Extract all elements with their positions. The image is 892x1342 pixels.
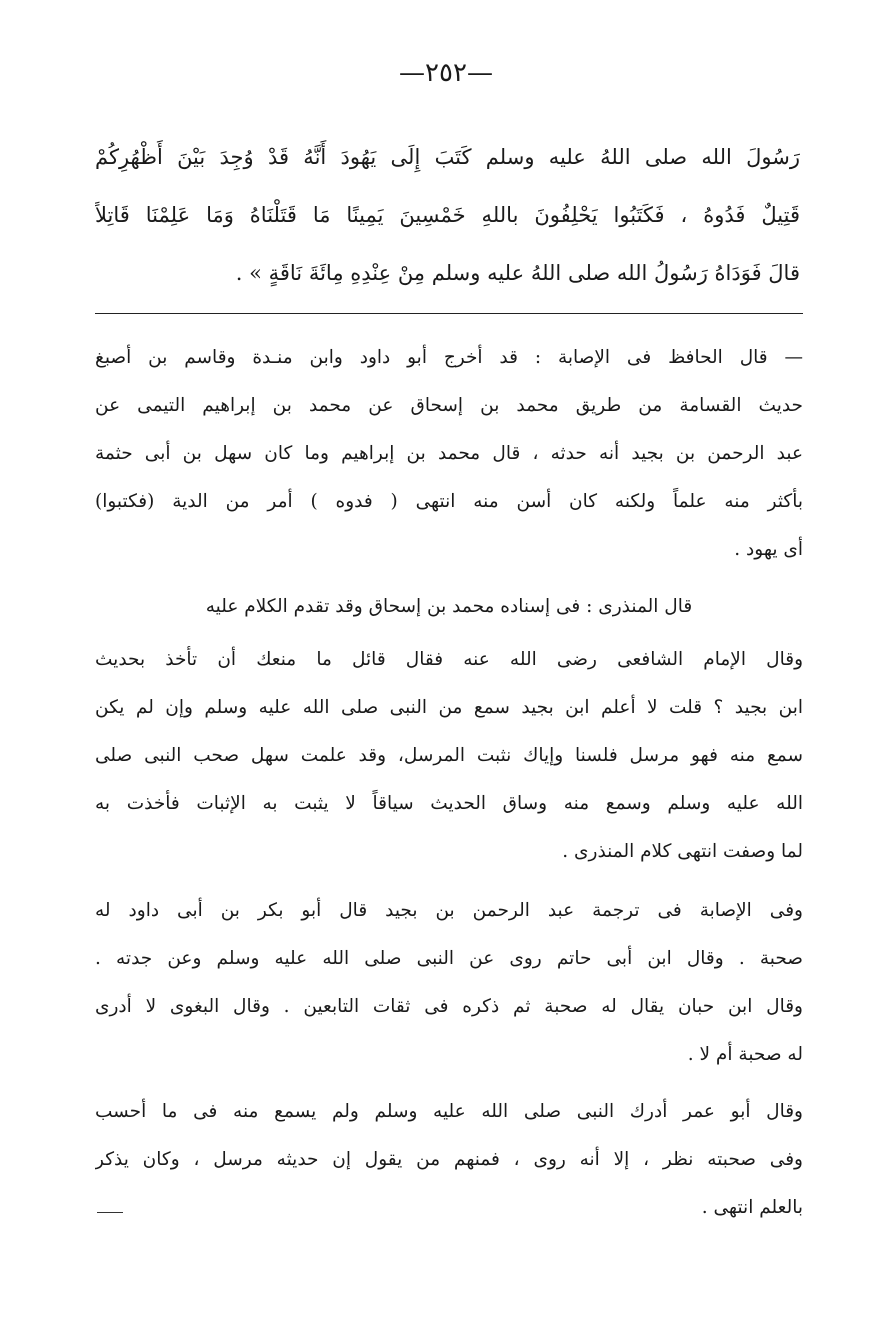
commentary-paragraph-abu-umar	[95, 1088, 803, 1232]
commentary-paragraph-isaba	[95, 334, 803, 574]
commentary-paragraph-mundhiri	[95, 583, 803, 631]
commentary-line: وقال الإمام الشافعى رضى الله عنه فقال قائل ما منعك أن تأخذ بحديث	[95, 649, 803, 670]
commentary-line: — قال الحافظ فى الإصابة : قد أخرج أبو داود وابن منـدة وقاسم بن أصبغ	[95, 347, 803, 368]
commentary-line: قال المنذرى : فى إسناده محمد بن إسحاق وقد تقدم الكلام عليه	[205, 596, 693, 617]
commentary-paragraph-biography	[95, 887, 803, 1079]
end-dash-mark	[97, 1212, 123, 1213]
commentary-line: سمع منه فهو مرسل فلسنا وإياك نثبت المرسل، وقد علمت سهل صحب النبى صلى	[95, 745, 803, 766]
commentary-line: بأكثر منه علماً ولكنه كان أسن منه انتهى ( فدوه ) أمر من الدية (فكتبوا)	[95, 491, 803, 512]
commentary-line: أى يهود .	[734, 539, 803, 560]
page-number: —٢٥٢—	[399, 58, 493, 88]
commentary-line: ابن بجيد ؟ قلت لا أعلم ابن بجيد سمع من النبى صلى الله عليه وسلم وإن لم يكن	[95, 697, 803, 718]
commentary-line: وقال أبو عمر أدرك النبى صلى الله عليه وسلم ولم يسمع منه فى ما أحسب	[95, 1101, 803, 1122]
commentary-line: عبد الرحمن بن بجيد أنه حدثه ، قال محمد بن إبراهيم وما كان سهل بن أبى حثمة	[95, 443, 803, 464]
commentary-line: وقال ابن حبان يقال له صحبة ثم ذكره فى ثقات التابعين . وقال البغوى لا أدرى	[95, 996, 803, 1017]
commentary-line: وفى الإصابة فى ترجمة عبد الرحمن بن بجيد قال أبو بكر بن أبى داود له	[95, 900, 803, 921]
main-text-line: قَتِيلٌ فَدُوهُ ، فَكَتَبُوا يَحْلِفُونَ باللهِ خَمْسِينَ يَمِينًا مَا قَتَلْنَاهُ وَمَا عَلِمْنَا قَاتِلاً	[95, 203, 800, 227]
hadith-main-text	[95, 128, 800, 302]
commentary-line: بالعلم انتهى .	[701, 1197, 803, 1218]
commentary-line: صحبة . وقال ابن أبى حاتم روى عن النبى صلى الله عليه وسلم وعن جدته .	[95, 948, 803, 969]
commentary-line: لما وصفت انتهى كلام المنذرى .	[562, 841, 803, 862]
main-text-line: قالَ فَوَدَاهُ رَسُولُ الله صلى اللهُ عليه وسلم مِنْ عِنْدِهِ مِائَةَ نَاقَةٍ » .	[235, 261, 800, 285]
main-text-line: رَسُولَ الله صلى اللهُ عليه وسلم كَتَبَ إِلَى يَهُودَ أَنَّهُ قَدْ وُجِدَ بَيْنَ أَظْهُرِكُمْ	[95, 145, 800, 169]
commentary-line: الله عليه وسلم وسمع منه وساق الحديث سياقاً لا يثبت به الإثبات فأخذت به	[95, 793, 803, 814]
section-divider	[95, 313, 803, 314]
commentary-line: حديث القسامة من طريق محمد بن إسحاق عن محمد بن إبراهيم التيمى عن	[95, 395, 803, 416]
commentary-line: وفى صحبته نظر ، إلا أنه روى ، فمنهم من يقول إن حديثه مرسل ، وكان يذكر	[95, 1149, 803, 1170]
commentary-paragraph-shafii	[95, 636, 803, 876]
commentary-line: له صحبة أم لا .	[687, 1044, 803, 1065]
